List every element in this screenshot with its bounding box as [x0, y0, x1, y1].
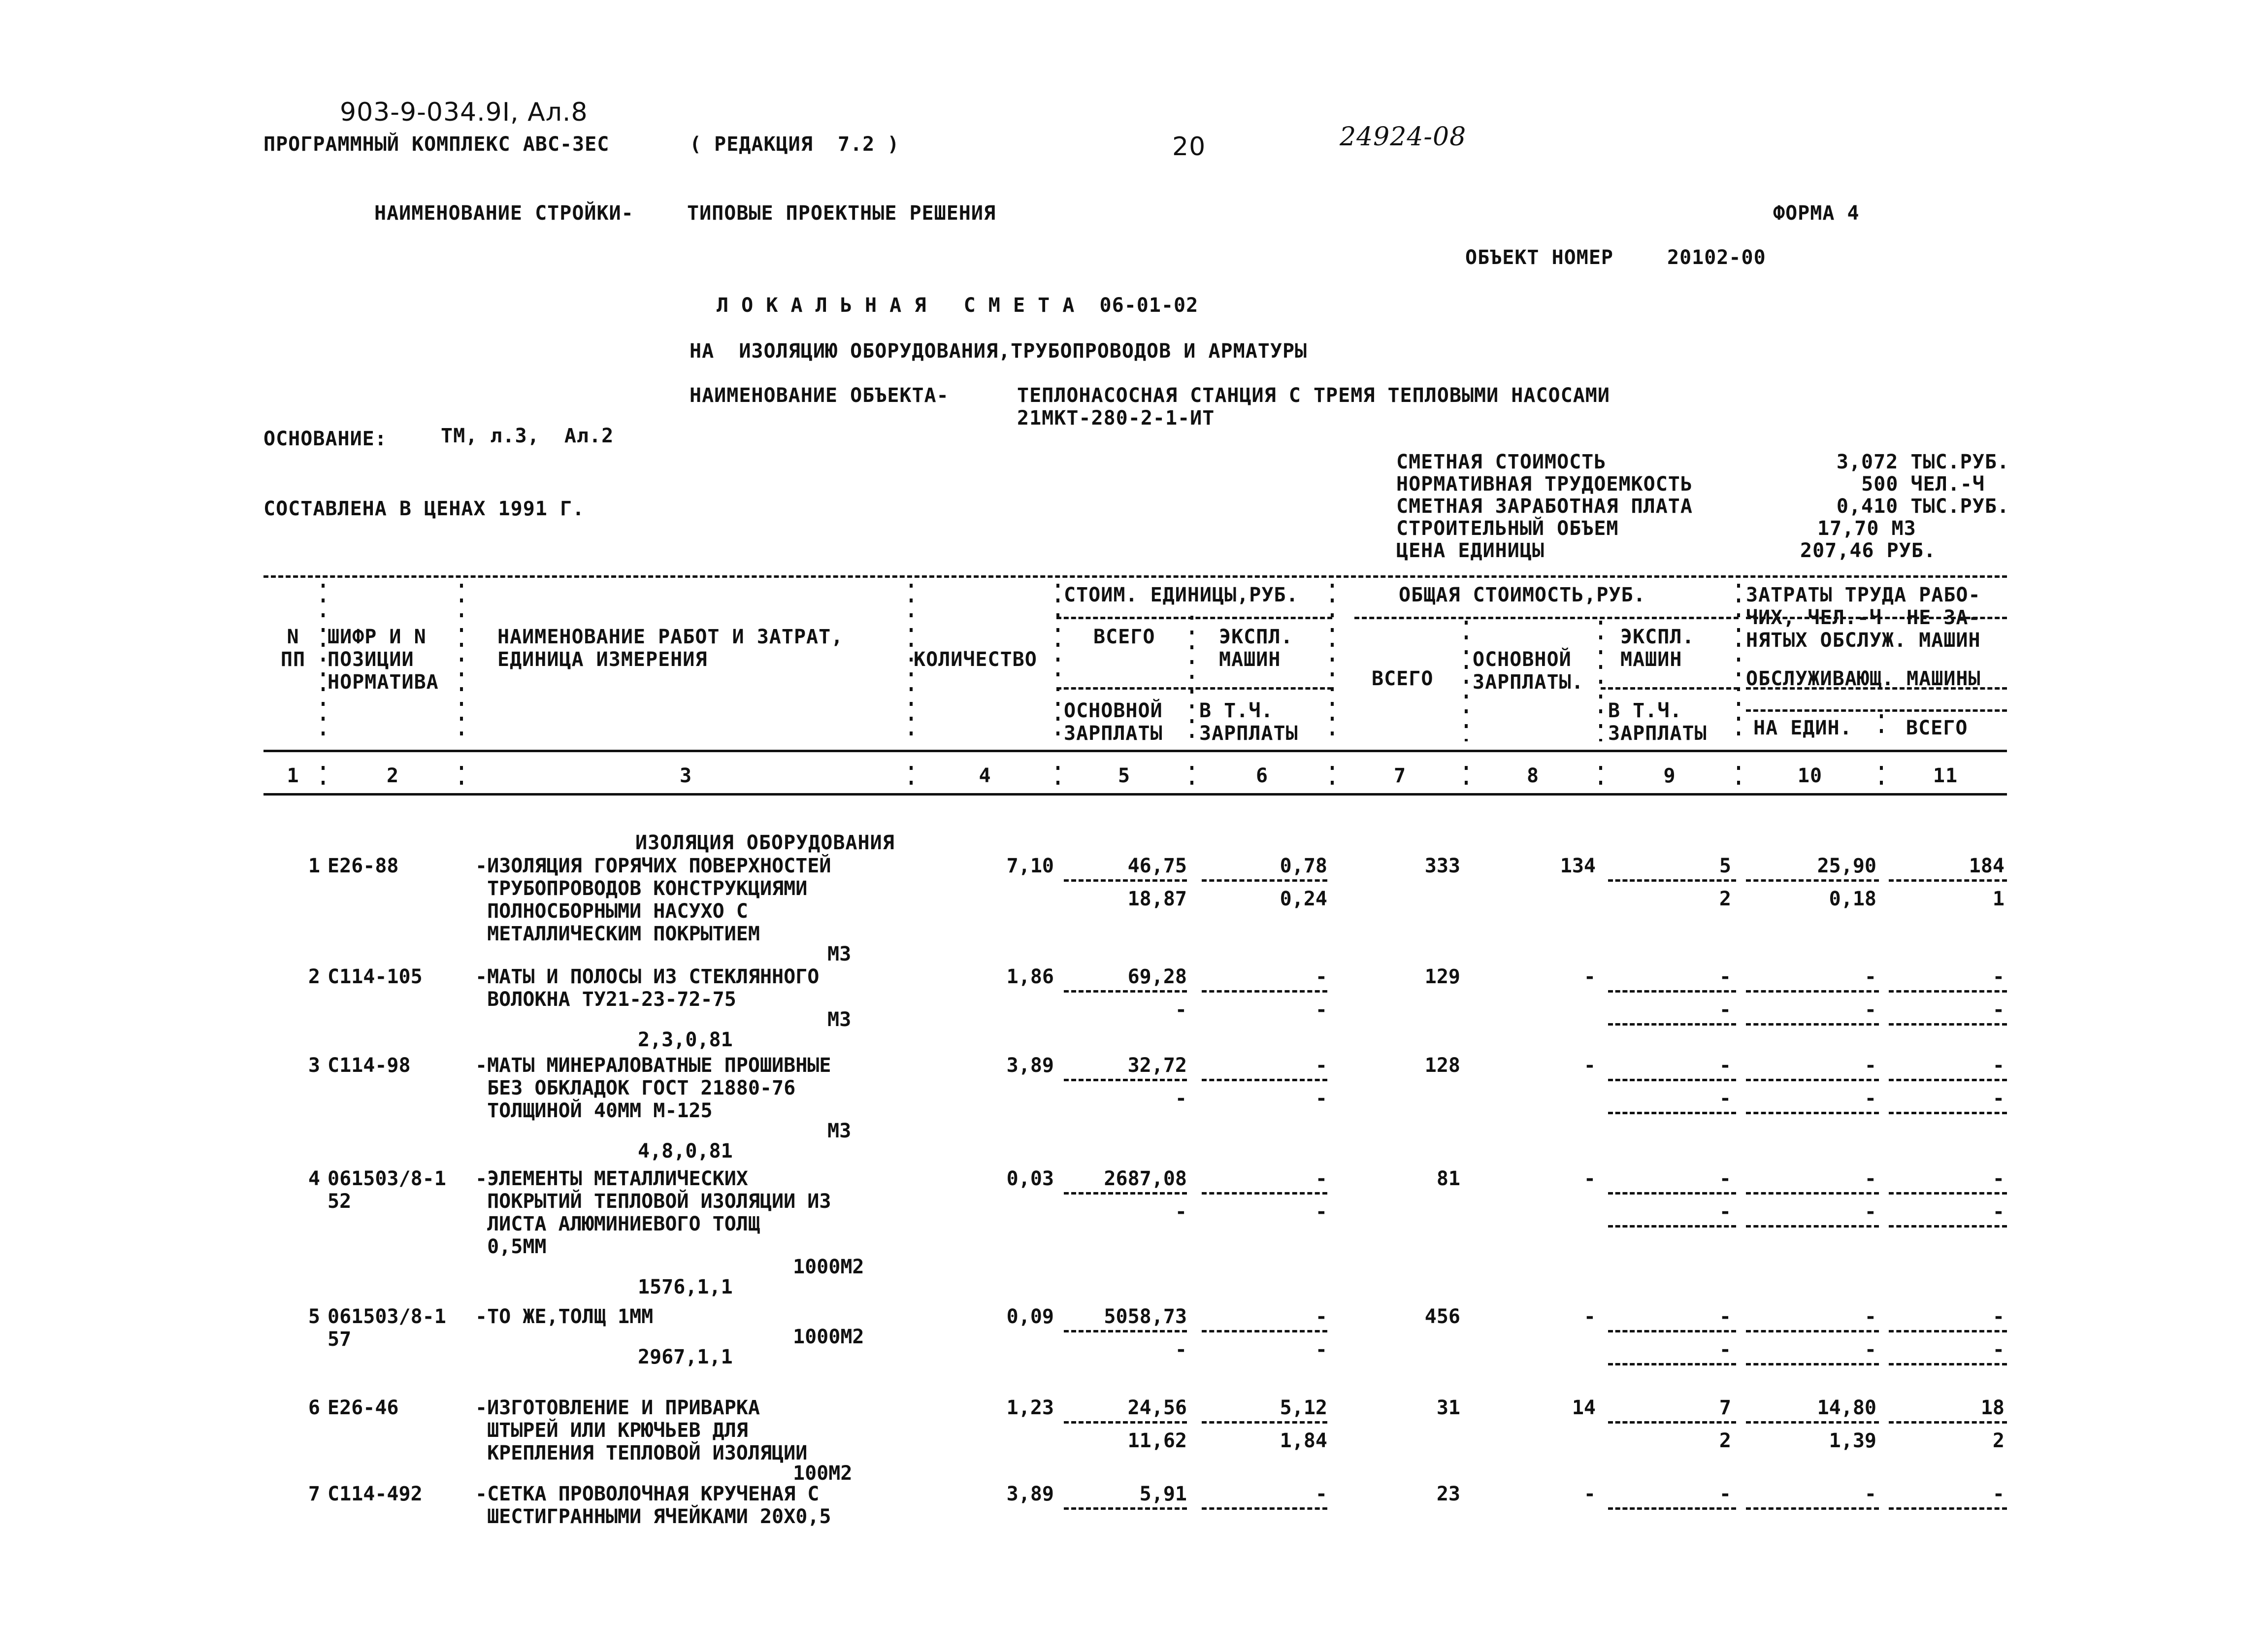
row-description: -МАТЫ МИНЕРАЛОВАТНЫЕ ПРОШИВНЫЕ БЕЗ ОБКЛАДОК ГОСТ 21880-76 ТОЛЩИНОЙ 40ММ М-125 [475, 1054, 831, 1122]
row-rule [1889, 1507, 2007, 1510]
row-rule [1889, 990, 2007, 993]
row-code: С114-105 [328, 965, 423, 988]
col-number: 11 [1933, 765, 1958, 787]
row-rule [1202, 1079, 1327, 1081]
row-total-incl: - [1719, 1338, 1731, 1361]
row-quantity: 3,89 [1006, 1483, 1054, 1505]
row-description: -СЕТКА ПРОВОЛОЧНАЯ КРУЧЕНАЯ С ШЕСТИГРАННЫМИ ЯЧЕЙКАМИ 20Х0,5 [475, 1483, 831, 1528]
row-total: 31 [1436, 1396, 1460, 1419]
row-description: -ИЗОЛЯЦИЯ ГОРЯЧИХ ПОВЕРХНОСТЕЙ ТРУБОПРОВОДОВ КОНСТРУКЦИЯМИ ПОЛНОСБОРНЫМИ НАСУХО С МЕТАЛЛИЧЕСКИМ ПОКРЫТИЕМ [475, 855, 831, 945]
row-normative-note: 2967,1,1 [638, 1346, 733, 1368]
row-unit: 1000М2 [793, 1326, 864, 1348]
summary-value: 0,410 ТЫС.РУБ. [1836, 495, 2009, 518]
row-description: -ЭЛЕМЕНТЫ МЕТАЛЛИЧЕСКИХ ПОКРЫТИЙ ТЕПЛОВОЙ ИЗОЛЯЦИИ ИЗ ЛИСТА АЛЮМИНИЕВОГО ТОЛЩ 0,5ММ [475, 1167, 831, 1258]
hdr-labor-total: ВСЕГО [1906, 717, 1968, 739]
document-subtitle: НА ИЗОЛЯЦИЮ ОБОРУДОВАНИЯ,ТРУБОПРОВОДОВ И АРМАТУРЫ [690, 340, 1308, 363]
row-labor-unit: 14,80 [1817, 1396, 1876, 1419]
col-number: 5 [1118, 765, 1131, 787]
row-normative-note: 2,3,0,81 [638, 1029, 733, 1051]
object-name-line1: ТЕПЛОНАСОСНАЯ СТАНЦИЯ С ТРЕМЯ ТЕПЛОВЫМИ НАСОСАМИ [1017, 384, 1610, 407]
summary-label: СТРОИТЕЛЬНЫЙ ОБЪЕМ [1396, 517, 1619, 540]
handwritten-number: 24924-08 [1340, 122, 1467, 152]
row-unit-expl: 5,12 [1280, 1396, 1327, 1419]
row-unit-expl: - [1315, 1054, 1327, 1077]
hdr-col-qty: КОЛИЧЕСТВО [914, 648, 1037, 671]
row-unit-expl: 0,78 [1280, 855, 1327, 877]
row-unit-total: 5,91 [1139, 1483, 1187, 1505]
hdr-col-n: N ПП [280, 626, 306, 671]
row-total-basic: 134 [1560, 855, 1596, 877]
prices-note: СОСТАВЛЕНА В ЦЕНАХ 1991 Г. [263, 498, 585, 520]
summary-value: 3,072 ТЫС.РУБ. [1836, 451, 2009, 473]
col-number: 10 [1797, 765, 1823, 787]
row-normative-note: 4,8,0,81 [638, 1140, 733, 1163]
row-rule [1746, 879, 1879, 882]
row-unit: М3 [827, 943, 852, 965]
section-title: ИЗОЛЯЦИЯ ОБОРУДОВАНИЯ [635, 831, 895, 854]
row-description: -МАТЫ И ПОЛОСЫ ИЗ СТЕКЛЯННОГО ВОЛОКНА ТУ21-23-72-75 [475, 965, 820, 1011]
row-rule [1746, 1225, 1879, 1228]
row-rule [1064, 879, 1187, 882]
row-rule [1608, 1421, 1736, 1424]
col-number: 8 [1526, 765, 1540, 787]
row-total-basic: - [1583, 1054, 1596, 1077]
hdr-unit-expl: ЭКСПЛ. МАШИН [1219, 626, 1293, 671]
row-rule [1202, 1192, 1327, 1195]
hdr-unit-basic: ОСНОВНОЙ ЗАРПЛАТЫ [1064, 699, 1163, 745]
row-unit: 1000М2 [793, 1256, 864, 1278]
row-rule [1608, 1112, 1736, 1114]
row-code: С114-98 [328, 1054, 411, 1077]
row-rule [1608, 990, 1736, 993]
row-unit-basic: - [1175, 1087, 1187, 1110]
hdr-labor-serv: ОБСЛУЖИВАЮЩ. МАШИНЫ [1746, 667, 1981, 690]
row-rule [1889, 1023, 2007, 1026]
row-number: 4 [308, 1167, 320, 1190]
row-labor-unit: 25,90 [1817, 855, 1876, 877]
row-labor-unit-serv: - [1864, 1200, 1876, 1223]
construction-label: НАИМЕНОВАНИЕ СТРОЙКИ- [374, 202, 634, 225]
row-quantity: 7,10 [1006, 855, 1054, 877]
row-code-cont: 52 [328, 1190, 352, 1213]
row-labor-unit: - [1864, 1305, 1876, 1328]
row-labor-total-serv: - [1992, 998, 2005, 1021]
row-total-basic: - [1583, 965, 1596, 988]
row-rule [1608, 1363, 1736, 1365]
row-number: 5 [308, 1305, 320, 1328]
row-unit-basic: - [1175, 998, 1187, 1021]
row-quantity: 1,23 [1006, 1396, 1054, 1419]
row-rule [1608, 1507, 1736, 1510]
summary-value: 17,70 М3 [1817, 517, 1916, 540]
row-rule [1889, 1225, 2007, 1228]
row-rule [1746, 1507, 1879, 1510]
row-rule [1064, 1421, 1187, 1424]
row-normative-note: 1576,1,1 [638, 1276, 733, 1298]
hdr-unit-total: ВСЕГО [1093, 626, 1155, 648]
row-quantity: 0,03 [1006, 1167, 1054, 1190]
row-rule [1202, 1330, 1327, 1332]
row-number: 6 [308, 1396, 320, 1419]
row-rule [1889, 1079, 2007, 1081]
row-rule [1889, 1192, 2007, 1195]
row-number: 1 [308, 855, 320, 877]
row-total-basic: 14 [1572, 1396, 1596, 1419]
row-rule [1202, 879, 1327, 882]
row-rule [1064, 1079, 1187, 1081]
row-rule [1202, 1507, 1327, 1510]
row-rule [1064, 990, 1187, 993]
row-quantity: 0,09 [1006, 1305, 1054, 1328]
row-labor-total: 184 [1969, 855, 2005, 877]
row-code: Е26-88 [328, 855, 399, 877]
row-rule [1889, 1330, 2007, 1332]
row-number: 3 [308, 1054, 320, 1077]
page-number: 20 [1172, 132, 1206, 162]
col-number: 2 [386, 765, 399, 787]
row-labor-unit-serv: 1,39 [1829, 1430, 1876, 1452]
row-number: 2 [308, 965, 320, 988]
edition: ( РЕДАКЦИЯ 7.2 ) [690, 133, 900, 156]
row-rule [1746, 1421, 1879, 1424]
row-labor-total-serv: - [1992, 1087, 2005, 1110]
hdr-labor-unit: НА ЕДИН. [1753, 717, 1852, 739]
row-total-expl: - [1719, 1167, 1731, 1190]
row-rule [1746, 1023, 1879, 1026]
row-total-expl: - [1719, 965, 1731, 988]
row-total-incl: 2 [1719, 888, 1731, 910]
row-labor-unit-serv: - [1864, 1087, 1876, 1110]
row-total-incl: 2 [1719, 1430, 1731, 1452]
row-rule [1746, 1112, 1879, 1114]
row-rule [1064, 1507, 1187, 1510]
row-labor-total-serv: 2 [1992, 1430, 2005, 1452]
row-total-incl: - [1719, 1200, 1731, 1223]
row-unit-expl: - [1315, 965, 1327, 988]
row-unit-total: 2687,08 [1104, 1167, 1187, 1190]
row-total: 81 [1436, 1167, 1460, 1190]
row-code: 061503/8-1 [328, 1305, 446, 1328]
row-labor-unit-serv: - [1864, 998, 1876, 1021]
row-rule [1608, 1225, 1736, 1228]
row-code-cont: 57 [328, 1328, 352, 1351]
row-rule [1746, 1363, 1879, 1365]
document-title: Л О К А Л Ь Н А Я С М Е Т А 06-01-02 [717, 294, 1199, 317]
row-labor-total: - [1992, 1305, 2005, 1328]
row-labor-total-serv: - [1992, 1200, 2005, 1223]
row-unit-basic: 18,87 [1127, 888, 1187, 910]
hdr-col-code: ШИФР И N ПОЗИЦИИ НОРМАТИВА [328, 626, 439, 694]
row-unit-total: 46,75 [1127, 855, 1187, 877]
row-total: 23 [1436, 1483, 1460, 1505]
row-unit-total: 5058,73 [1104, 1305, 1187, 1328]
hdr-unit-incl: В Т.Ч. ЗАРПЛАТЫ [1199, 699, 1298, 745]
row-unit: 100М2 [793, 1462, 853, 1485]
row-total-expl: - [1719, 1483, 1731, 1505]
row-labor-total: - [1992, 1167, 2005, 1190]
row-unit-incl: - [1315, 1087, 1327, 1110]
row-rule [1608, 1330, 1736, 1332]
hdr-total-basic: ОСНОВНОЙ ЗАРПЛАТЫ. [1473, 648, 1584, 694]
row-total-expl: 5 [1719, 855, 1731, 877]
col-number: 4 [979, 765, 991, 787]
col-number: 7 [1393, 765, 1407, 787]
row-quantity: 3,89 [1006, 1054, 1054, 1077]
row-rule [1608, 1192, 1736, 1195]
basis-value: ТМ, л.3, Ал.2 [441, 425, 614, 447]
col-number: 3 [679, 765, 692, 787]
row-unit-expl: - [1315, 1483, 1327, 1505]
row-unit-total: 69,28 [1127, 965, 1187, 988]
row-unit-incl: 0,24 [1280, 888, 1327, 910]
row-unit-expl: - [1315, 1305, 1327, 1328]
col-number: 1 [287, 765, 299, 787]
row-labor-total: - [1992, 1483, 2005, 1505]
hdr-total-expl: ЭКСПЛ. МАШИН [1620, 626, 1695, 671]
row-rule [1889, 879, 2007, 882]
row-unit-incl: - [1315, 1338, 1327, 1361]
row-labor-total: - [1992, 1054, 2005, 1077]
program-name: ПРОГРАММНЫЙ КОМПЛЕКС АВС-3ЕС [263, 133, 610, 156]
hdr-total-cost: ОБЩАЯ СТОИМОСТЬ,РУБ. [1399, 584, 1646, 606]
row-rule [1202, 1421, 1327, 1424]
row-unit-basic: 11,62 [1127, 1430, 1187, 1452]
row-total: 128 [1424, 1054, 1460, 1077]
row-unit-total: 32,72 [1127, 1054, 1187, 1077]
row-code: Е26-46 [328, 1396, 399, 1419]
doc-code: 903-9-034.9I, Ал.8 [340, 98, 588, 127]
row-rule [1889, 1112, 2007, 1114]
row-rule [1064, 1192, 1187, 1195]
summary-value: 500 ЧЕЛ.-Ч [1861, 473, 1985, 496]
row-rule [1746, 1192, 1879, 1195]
row-labor-unit-serv: 0,18 [1829, 888, 1876, 910]
row-rule [1608, 1023, 1736, 1026]
row-labor-unit-serv: - [1864, 1338, 1876, 1361]
row-labor-total: 18 [1980, 1396, 2005, 1419]
row-labor-unit: - [1864, 1483, 1876, 1505]
object-number: 20102-00 [1667, 246, 1766, 269]
row-rule [1608, 879, 1736, 882]
row-total: 333 [1424, 855, 1460, 877]
row-unit-basic: - [1175, 1338, 1187, 1361]
row-code: С114-492 [328, 1483, 423, 1505]
row-total-incl: - [1719, 998, 1731, 1021]
row-unit-incl: 1,84 [1280, 1430, 1327, 1452]
row-unit-basic: - [1175, 1200, 1187, 1223]
row-labor-unit: - [1864, 1167, 1876, 1190]
hdr-total-all: ВСЕГО [1372, 667, 1434, 690]
row-unit-incl: - [1315, 1200, 1327, 1223]
hdr-col-name: НАИМЕНОВАНИЕ РАБОТ И ЗАТРАТ, ЕДИНИЦА ИЗМЕРЕНИЯ [497, 626, 844, 671]
construction-value: ТИПОВЫЕ ПРОЕКТНЫЕ РЕШЕНИЯ [687, 202, 996, 225]
row-labor-total-serv: 1 [1992, 888, 2005, 910]
row-labor-unit: - [1864, 965, 1876, 988]
row-total-basic: - [1583, 1167, 1596, 1190]
row-labor-total: - [1992, 965, 2005, 988]
row-rule [1746, 1079, 1879, 1081]
basis-label: ОСНОВАНИЕ: [263, 428, 387, 450]
row-total-basic: - [1583, 1305, 1596, 1328]
row-unit: М3 [827, 1120, 852, 1142]
summary-value: 207,46 РУБ. [1800, 539, 1936, 562]
row-description: -ИЗГОТОВЛЕНИЕ И ПРИВАРКА ШТЫРЕЙ ИЛИ КРЮЧЬЕВ ДЛЯ КРЕПЛЕНИЯ ТЕПЛОВОЙ ИЗОЛЯЦИИ [475, 1396, 808, 1464]
object-name-label: НАИМЕНОВАНИЕ ОБЪЕКТА- [690, 384, 949, 407]
object-number-label: ОБЪЕКТ НОМЕР [1465, 246, 1613, 269]
row-unit-total: 24,56 [1127, 1396, 1187, 1419]
row-code: 061503/8-1 [328, 1167, 446, 1190]
row-rule [1064, 1330, 1187, 1332]
row-rule [1746, 1330, 1879, 1332]
row-rule [1202, 990, 1327, 993]
row-total: 129 [1424, 965, 1460, 988]
row-unit-incl: - [1315, 998, 1327, 1021]
row-unit: М3 [827, 1008, 852, 1031]
col-number: 9 [1663, 765, 1676, 787]
summary-label: СМЕТНАЯ СТОИМОСТЬ [1396, 451, 1607, 473]
row-description: -ТО ЖЕ,ТОЛЩ 1ММ [475, 1305, 654, 1328]
object-name-line2: 21МКТ-280-2-1-ИТ [1017, 407, 1215, 430]
row-total-basic: - [1583, 1483, 1596, 1505]
hdr-unit-cost: СТОИМ. ЕДИНИЦЫ,РУБ. [1064, 584, 1299, 606]
row-quantity: 1,86 [1006, 965, 1054, 988]
row-total-expl: 7 [1719, 1396, 1731, 1419]
row-labor-unit: - [1864, 1054, 1876, 1077]
row-labor-total-serv: - [1992, 1338, 2005, 1361]
summary-label: СМЕТНАЯ ЗАРАБОТНАЯ ПЛАТА [1396, 495, 1693, 518]
row-total-expl: - [1719, 1054, 1731, 1077]
hdr-total-incl: В Т.Ч. ЗАРПЛАТЫ [1608, 699, 1707, 745]
row-number: 7 [308, 1483, 320, 1505]
row-total: 456 [1424, 1305, 1460, 1328]
row-rule [1889, 1421, 2007, 1424]
hdr-labor: ЗАТРАТЫ ТРУДА РАБО- ЧИХ, ЧЕЛ.-Ч НЕ ЗА- НЯТЫХ ОБСЛУЖ. МАШИН [1746, 584, 1981, 652]
summary-label: ЦЕНА ЕДИНИЦЫ [1396, 539, 1545, 562]
col-number: 6 [1255, 765, 1269, 787]
row-rule [1608, 1079, 1736, 1081]
row-rule [1746, 990, 1879, 993]
row-total-expl: - [1719, 1305, 1731, 1328]
row-rule [1889, 1363, 2007, 1365]
row-total-incl: - [1719, 1087, 1731, 1110]
summary-label: НОРМАТИВНАЯ ТРУДОЕМКОСТЬ [1396, 473, 1693, 496]
row-unit-expl: - [1315, 1167, 1327, 1190]
form-label: ФОРМА 4 [1773, 202, 1860, 225]
